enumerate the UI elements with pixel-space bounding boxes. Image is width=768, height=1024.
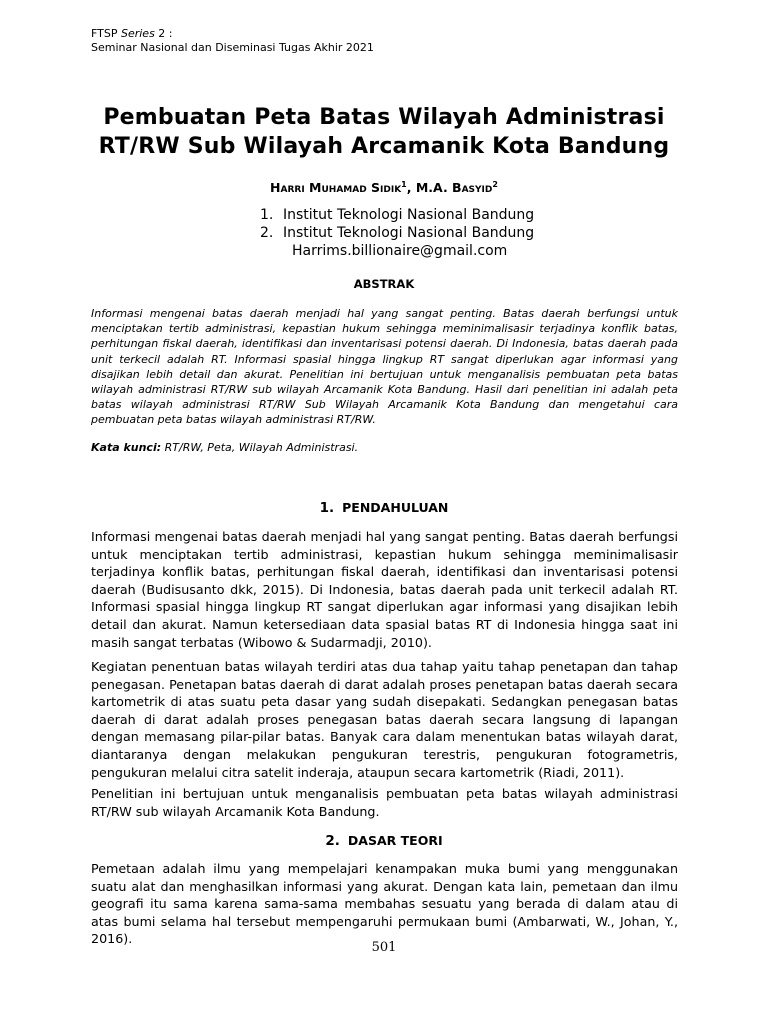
page-number: 501 [371, 940, 397, 955]
author-1-sup: 1 [401, 180, 407, 189]
affiliation-text: Institut Teknologi Nasional Bandung [283, 225, 535, 241]
header-line-1 [91, 27, 374, 41]
paragraph: Informasi mengenai batas daerah menjadi hal yang sangat penting. Batas daerah berfungsi untuk menciptakan tertib administrasi, kepastian hukum sehingga meminimalisasir terjadinya konflik batas, perhitungan fiskal daerah, identifikasi dan inventarisasi potensi daerah (Budisusanto dkk, 2015). Di Indonesia, batas daerah pada unit terkecil adalah RT. Informasi spasial hingga lingkup RT sangat diperlukan agar informasi yang disajikan lebih detail dan akurat. Namun ketersediaan data spasial batas RT di Indonesia hingga saat ini masih sangat terbatas (Wibowo & Sudarmadji, 2010). [91, 529, 678, 650]
section-number: 2. [325, 833, 340, 849]
affiliation-list [260, 206, 534, 242]
section-title: DASAR TEORI [347, 833, 443, 848]
author-2-name: Basyid [452, 180, 493, 195]
title-line-2: RT/RW Sub Wilayah Arcamanik Kota Bandung [98, 134, 670, 159]
affiliation-item [260, 206, 534, 224]
paragraph: Penelitian ini bertujuan untuk menganalisis pembuatan peta batas wilayah administrasi RT/RW sub wilayah Arcamanik Kota Bandung. [91, 786, 678, 819]
author-email: Harrims.billionaire@gmail.com [292, 243, 508, 259]
header-series-suffix: 2 : [158, 27, 173, 40]
paper-title [60, 103, 708, 161]
keywords [91, 440, 678, 455]
affiliation-number: 2. [260, 225, 274, 241]
author-2-sup: 2 [492, 180, 498, 189]
author-1-name: Harri Muhamad Sidik [270, 180, 402, 195]
section-title: PENDAHULUAN [342, 500, 449, 515]
abstract-heading: ABSTRAK [353, 277, 415, 291]
author-line [0, 176, 768, 197]
section-heading-pendahuluan [0, 500, 768, 516]
paragraph: Kegiatan penentuan batas wilayah terdiri atas dua tahap yaitu tahap penetapan dan tahap penegasan. Penetapan batas daerah di darat adalah proses penetapan batas daerah secara kartometrik di atas suatu peta dasar yang sudah disepakati. Sedangkan penegasan batas daerah di darat adalah proses penegasan batas daerah secara langsung di lapangan dengan memasang pilar-pilar batas. Banyak cara dalam menentukan batas wilayah darat, diantaranya dengan melakukan pengukuran terestris, pengukuran fotogrametris, pengukuran melalui citra satelit inderaja, ataupun secara kartometrik (Riadi, 2011). [91, 659, 678, 780]
affiliation-item [260, 224, 534, 242]
affiliation-number: 1. [260, 207, 274, 223]
keywords-label: Kata kunci: [91, 441, 162, 454]
author-separator: , M.A. [406, 180, 453, 195]
paragraph: Pemetaan adalah ilmu yang mempelajari kenampakan muka bumi yang menggunakan suatu alat dan menghasilkan informasi yang akurat. Dengan kata lain, pemetaan dan ilmu geografi itu sama karena sama-sama membahas sesuatu yang berada di dalam atau di atas bumi selama hal tersebut mempengaruhi permukaan bumi (Ambarwati, W., Johan, Y., 2016). [91, 861, 678, 947]
affiliation-text: Institut Teknologi Nasional Bandung [283, 207, 535, 223]
running-header [91, 27, 374, 55]
title-line-1: Pembuatan Peta Batas Wilayah Administrasi [103, 105, 665, 130]
section-heading-dasar-teori [0, 833, 768, 849]
header-line-2: Seminar Nasional dan Diseminasi Tugas Akhir 2021 [91, 41, 374, 54]
header-series: Series [120, 27, 155, 40]
keywords-values: RT/RW, Peta, Wilayah Administrasi. [161, 441, 359, 454]
abstract-text: Informasi mengenai batas daerah menjadi hal yang sangat penting. Batas daerah berfungsi untuk menciptakan tertib administrasi, kepastian hukum sehingga meminimalisasir terjadinya konflik batas, perhitungan fiskal daerah, identifikasi dan inventarisasi potensi daerah. Di Indonesia, batas daerah pada unit terkecil adalah RT. Informasi spasial hingga lingkup RT sangat diperlukan agar informasi yang disajikan lebih detail dan akurat. Penelitian ini bertujuan untuk menganalisis pembuatan peta batas wilayah administrasi RT/RW sub wilayah Arcamanik Kota Bandung. Hasil dari penelitian ini adalah peta batas wilayah administrasi RT/RW Sub Wilayah Arcamanik Kota Bandung dan mengetahui cara pembuatan peta batas wilayah administrasi RT/RW. [91, 307, 678, 427]
section-number: 1. [319, 500, 335, 516]
header-ftsp: FTSP [91, 27, 118, 40]
